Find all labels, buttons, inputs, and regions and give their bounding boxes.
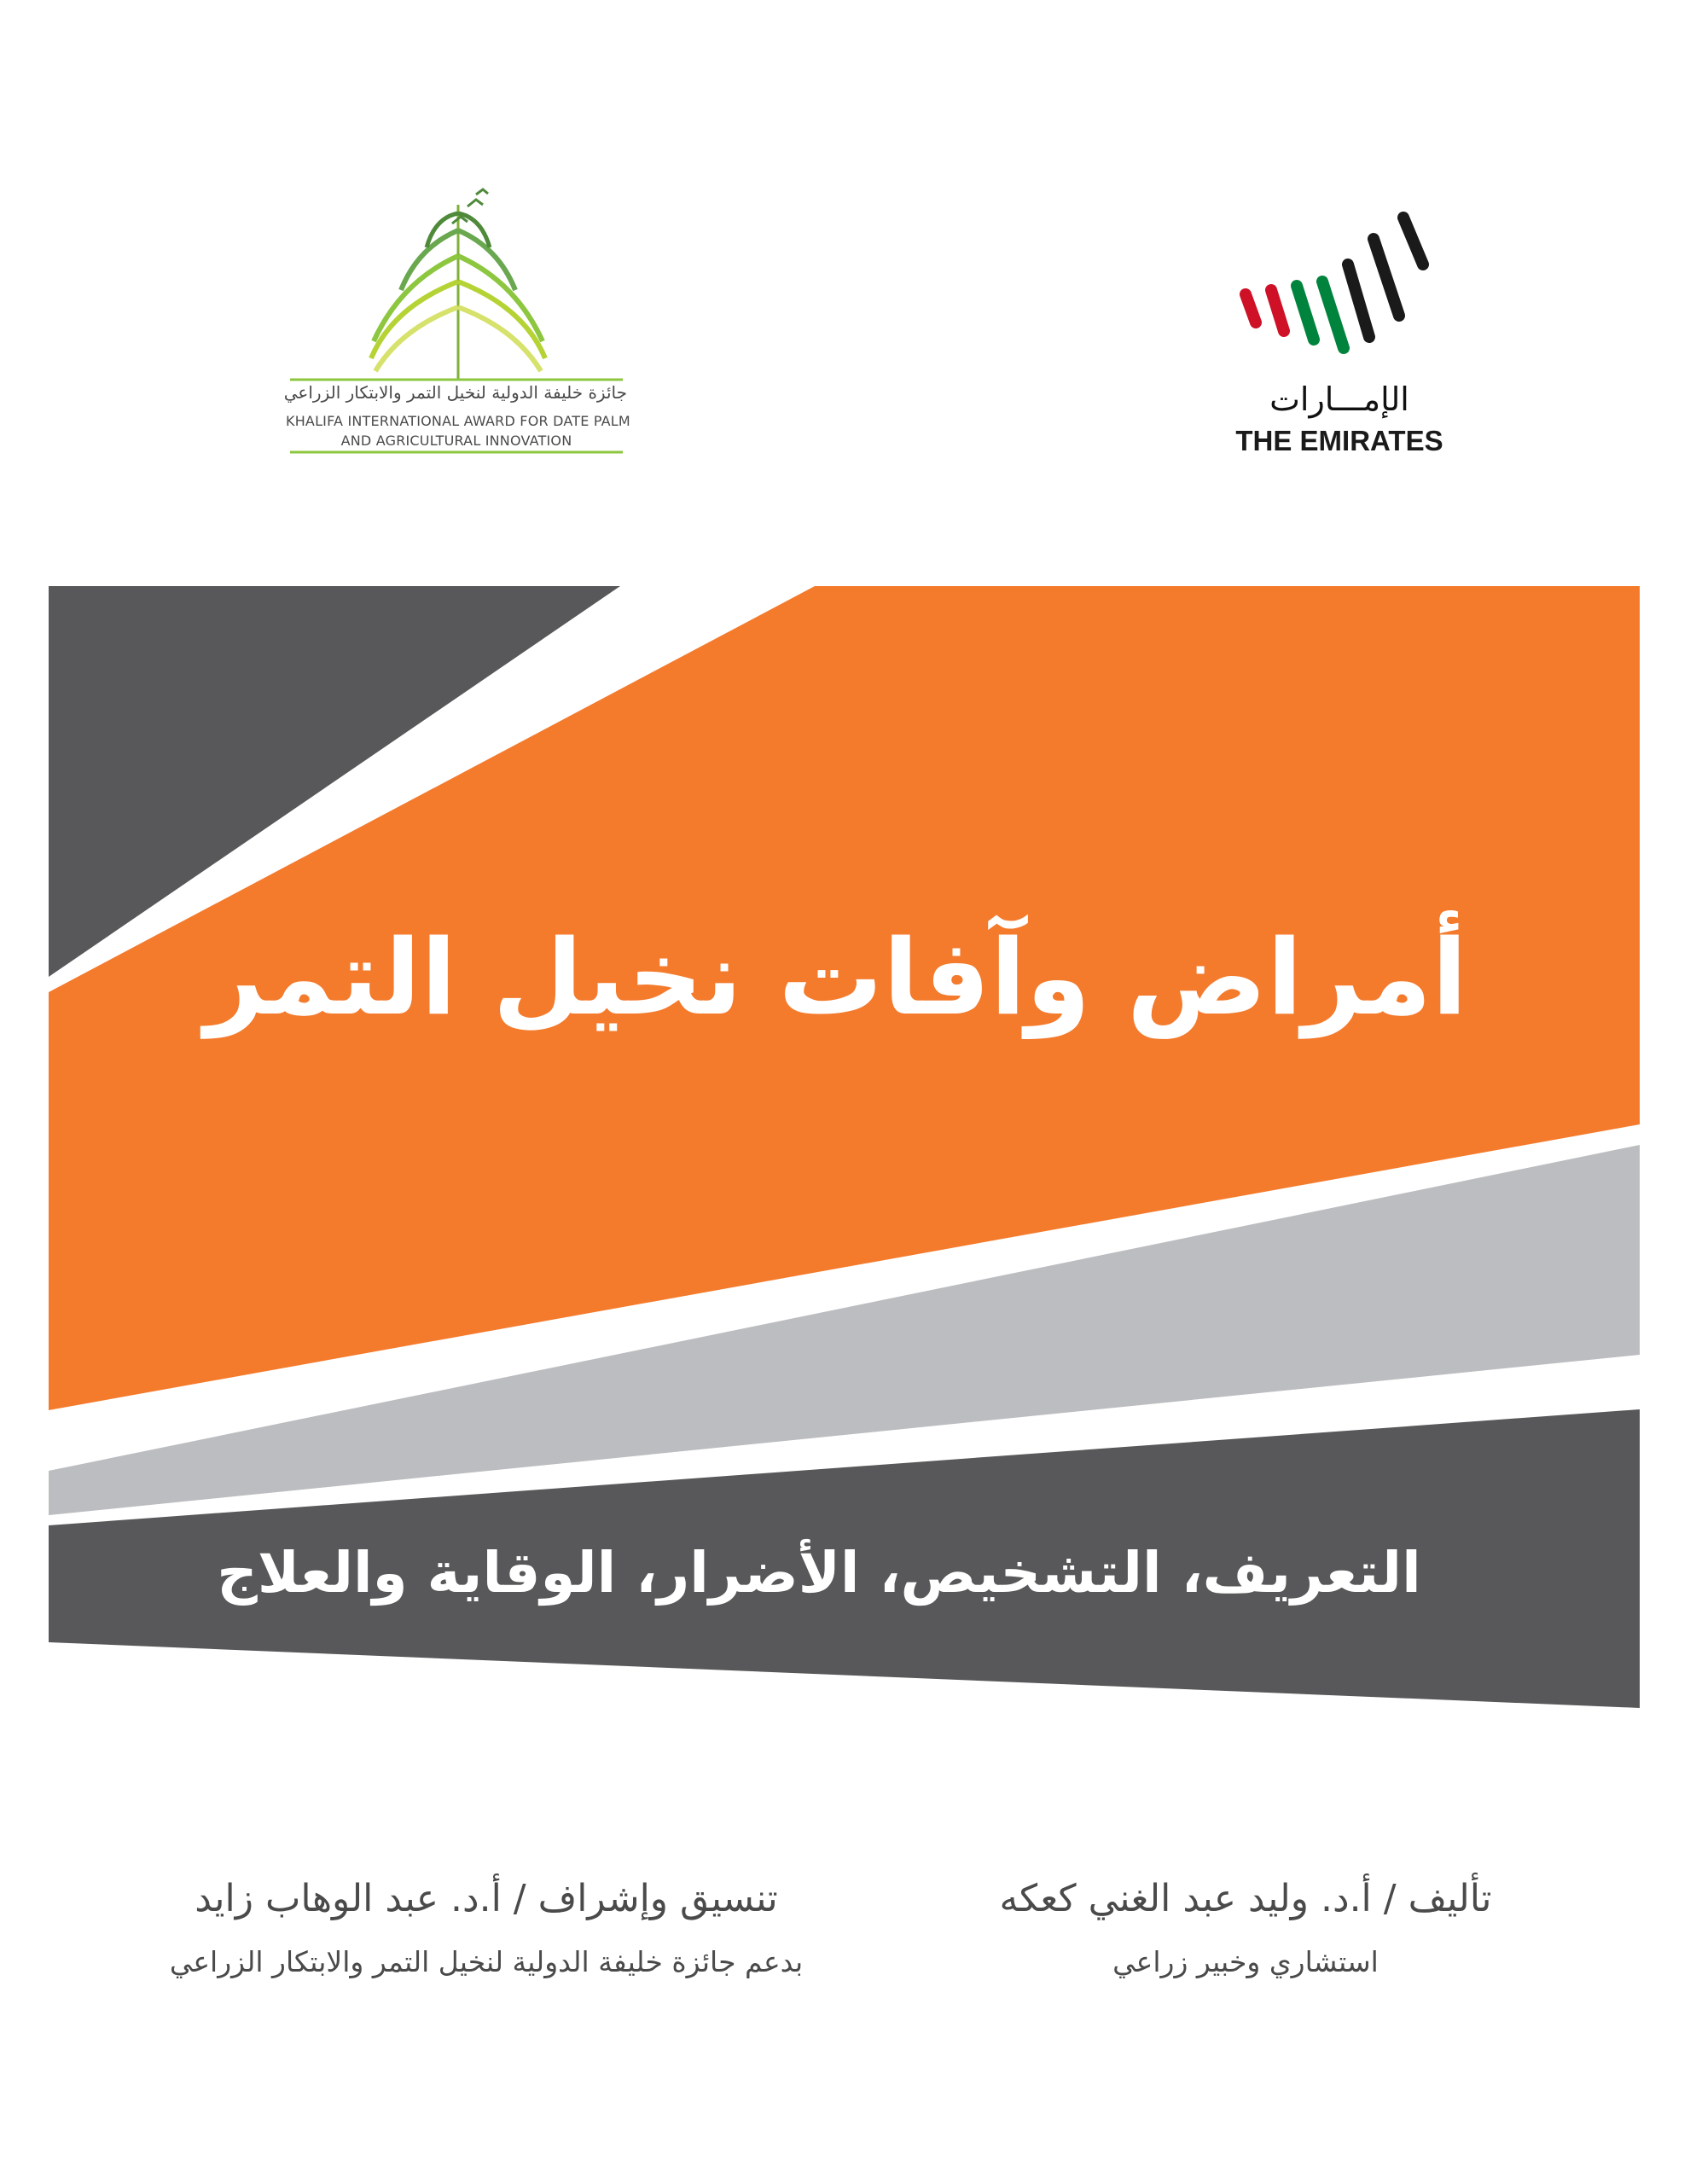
- flag-stripes-icon: [1246, 218, 1423, 348]
- author-credit: تأليف / أ.د. وليد عبد الغني كعكه: [999, 1877, 1492, 1920]
- emirates-arabic-name: الإمـــارات: [1269, 380, 1409, 418]
- emirates-english-name: THE EMIRATES: [1235, 425, 1443, 456]
- coordinator-role: بدعم جائزة خليفة الدولية لنخيل التمر والابتكار الزراعي: [169, 1945, 804, 1978]
- coordinator-credit: تنسيق وإشراف / أ.د. عبد الوهاب زايد: [195, 1877, 778, 1920]
- khalifa-award-arabic-name: جائزة خليفة الدولية لنخيل التمر والابتكار الزراعي: [283, 382, 627, 403]
- book-title: أمراض وآفات نخيل التمر: [204, 917, 1467, 1038]
- book-subtitle: التعريف، التشخيص، الأضرار، الوقاية والعلاج: [217, 1540, 1421, 1606]
- palm-frond-icon: [371, 189, 545, 380]
- author-role: استشاري وخبير زراعي: [1112, 1945, 1379, 1978]
- khalifa-award-english-line1: KHALIFA INTERNATIONAL AWARD FOR DATE PALM: [286, 413, 630, 429]
- khalifa-award-english-line2: AND AGRICULTURAL INNOVATION: [340, 433, 572, 449]
